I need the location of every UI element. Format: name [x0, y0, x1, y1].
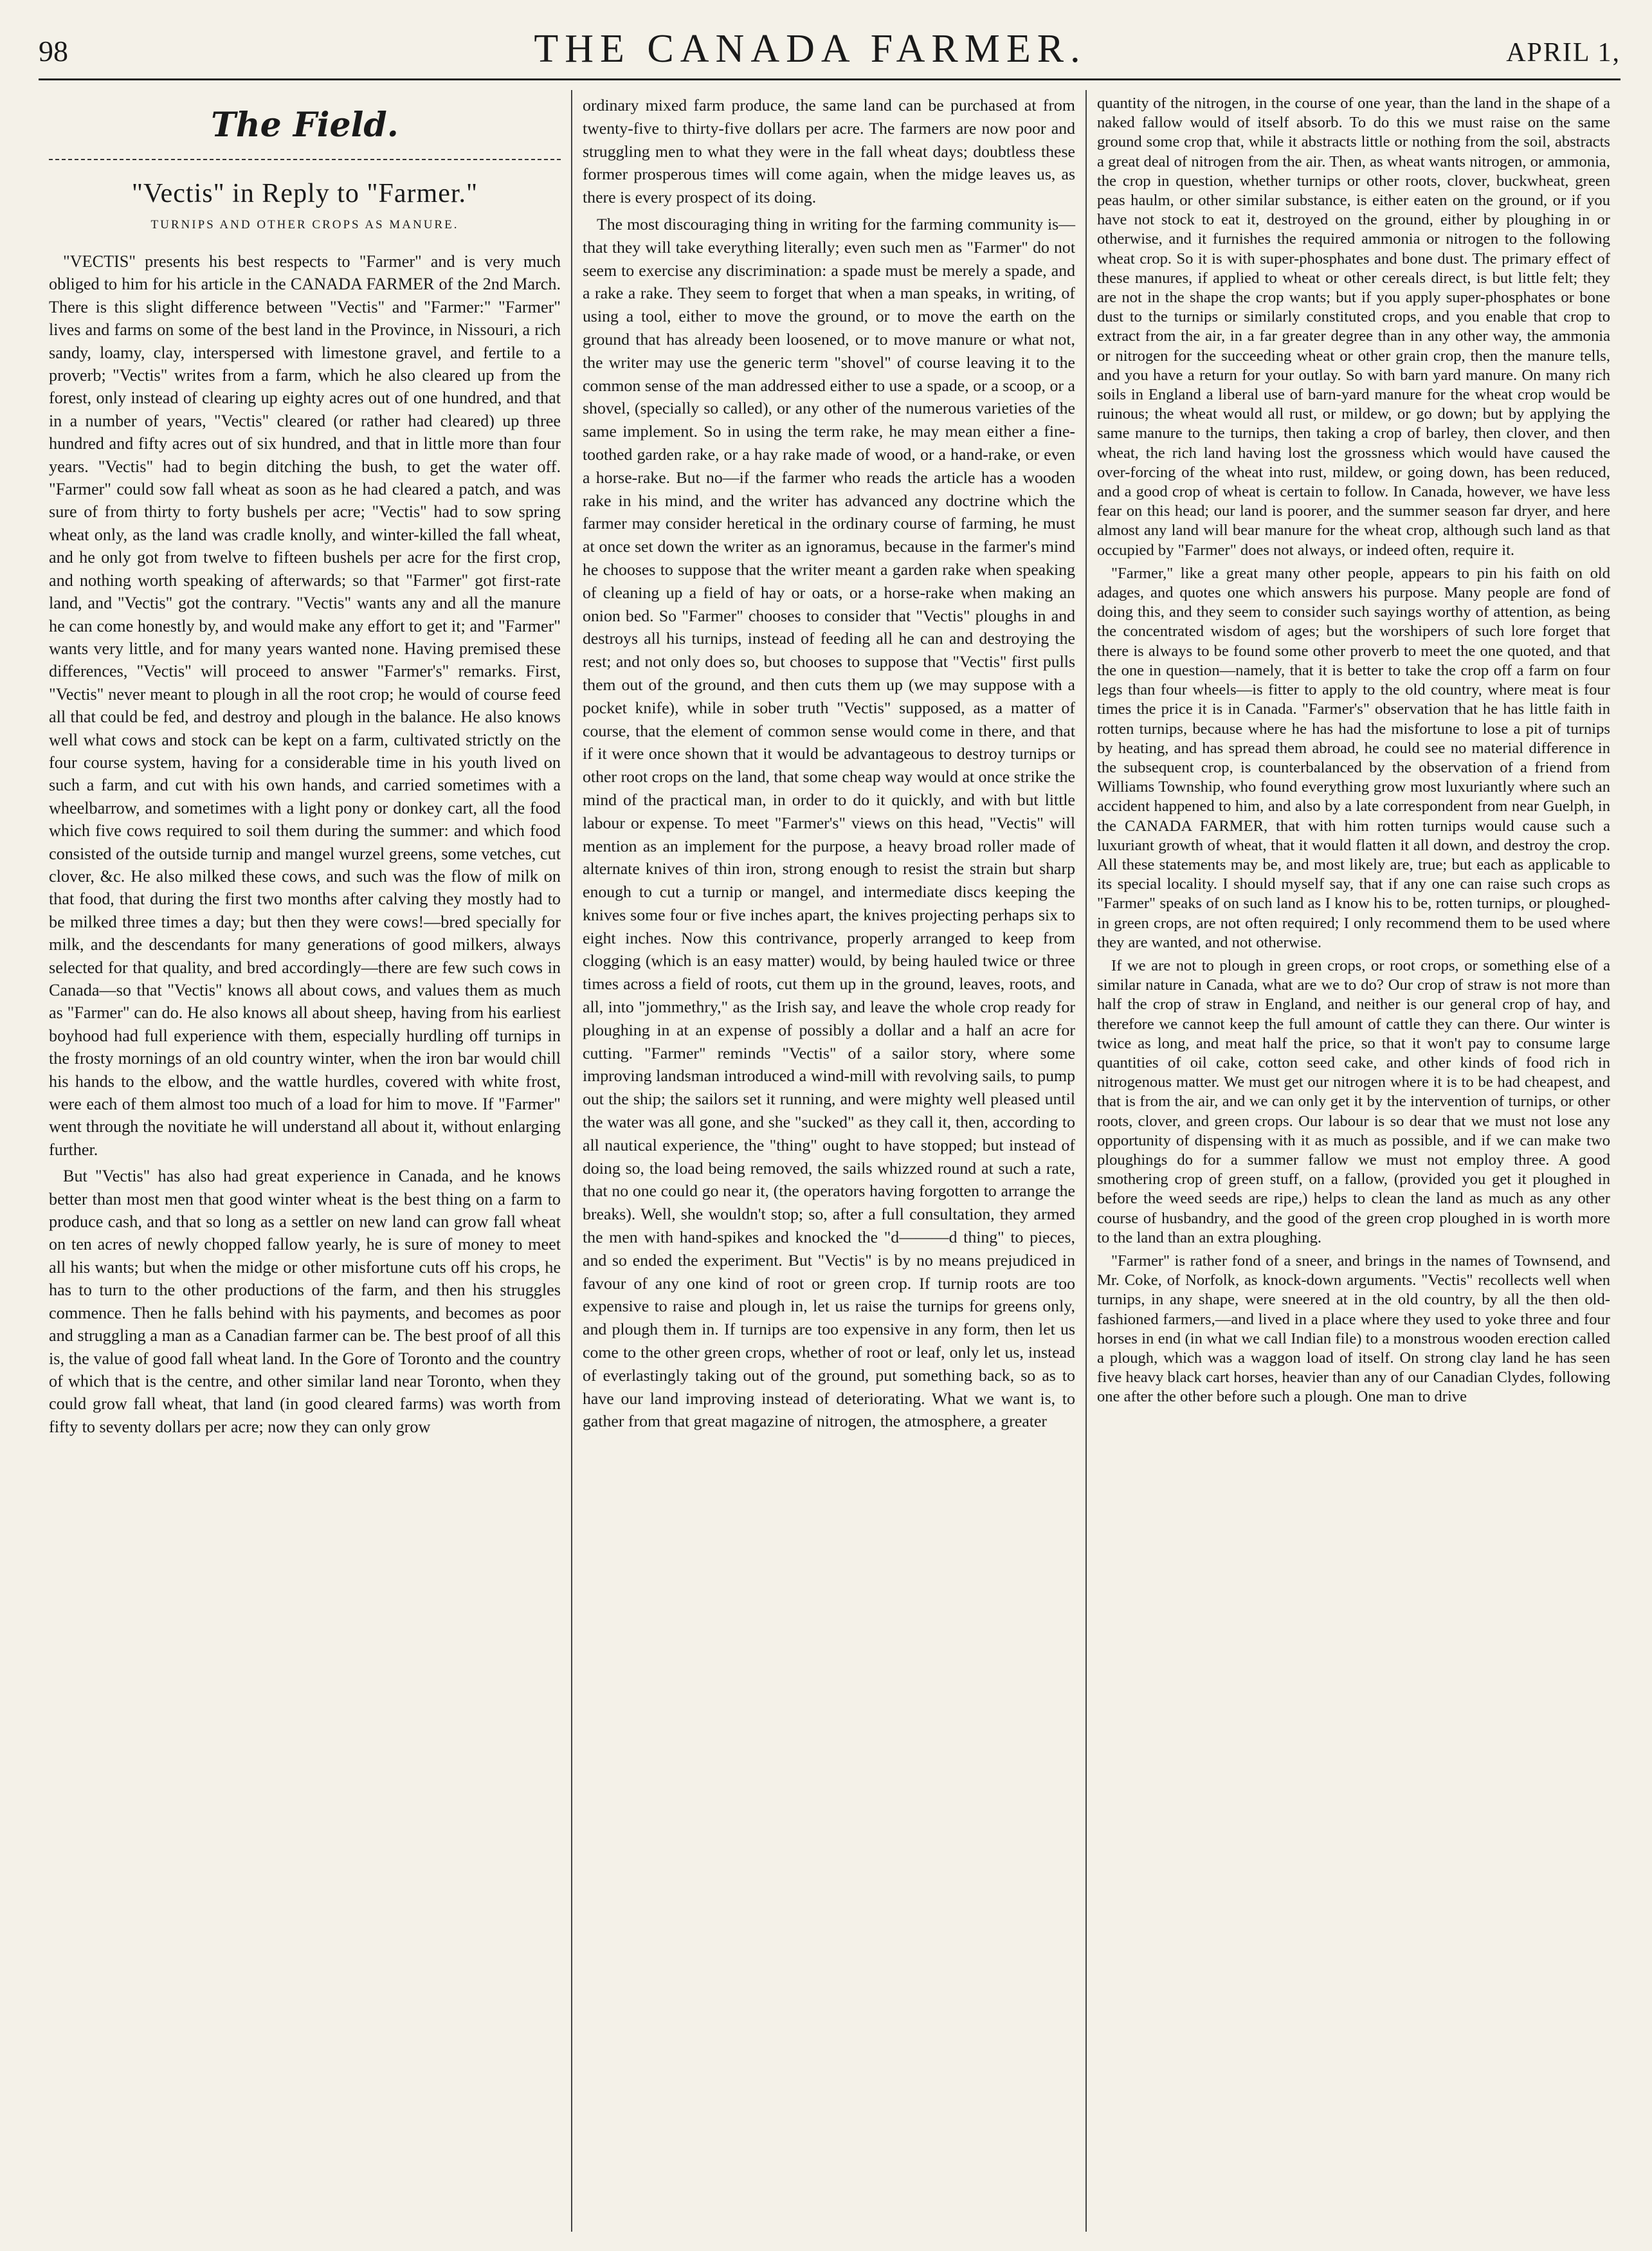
- newspaper-title: THE CANADA FARMER.: [534, 27, 1087, 71]
- paragraph: But "Vectis" has also had great experience in Canada, and he knows better than most men that good winter wheat is the best thing on a farm to produce cash, and that so long as a settler on new land can grow fall wheat on ten acres of newly chopped fallow yearly, he is sure of money to meet all his wants; but when the midge or other misfortune cuts off his crops, he has to turn to the other productions of the farm, and then his struggles commence. Then he falls behind with his payments, and becomes as poor and struggling a man as a Canadian farmer can be. The best proof of all this is, the value of good fall wheat land. In the Gore of Toronto and the country of which that is the centre, and other similar land near Toronto, when they could grow fall wheat, that land (in good cleared farms) was worth from fifty to seventy dollars per acre; now they can only grow: [49, 1167, 561, 1436]
- paragraph: "VECTIS" presents his best respects to "Farmer" and is very much obliged to him for his article in the CANADA FARMER of the 2nd March. There is this slight difference between "Vectis" and "Farmer:" "Farmer" lives and farms on some of the best land in the Province, in Nissouri, a rich sandy, loamy, clay, interspersed with limestone gravel, and fertile to a proverb; "Vectis" writes from a farm, which he also cleared up from the forest, only instead of clearing up eighty acres out of one hundred, and that in a number of years, "Vectis" cleared (or rather had cleared) up three hundred and fifty acres out of six hundred, and that in little more than four years. "Vectis" had to begin ditching the bush, to get the water off. "Farmer" could sow fall wheat as soon as he had cleared a patch, and was sure of from thirty to forty bushels per acre; "Vectis" had to sow spring wheat only, as the land was cradle knolly, and winter-killed the fall wheat, and he only got from twelve to fifteen bushels per acre for the first crop, and nothing worth speaking of afterwards; so that "Farmer" got first-rate land, and "Vectis" got the contrary. "Vectis" wants any and all the manure he can come honestly by, and would make any effort to get it; and "Farmer" wants very little, and for many years wanted none. Having premised these differences, "Vectis" will proceed to answer "Farmer's" remarks. First, "Vectis" never meant to plough in all the root crop; he would of course feed all that could be fed, and destroy and plough in the balance. He also knows well what cows and stock can be kept on a farm, cultivated strictly on the four course system, having for a considerable time in his youth lived on such a farm, and cut with his own hands, and carried sometimes with a wheelbarrow, and sometimes with a light pony or donkey cart, all the food which five cows required to soil them during the summer: and which food consisted of the outside turnip and mangel wurzel greens, some vetches, cut clover, &c. He also milked these cows, and such was the flow of milk on that food, that during the first two months after calving they mostly had to be milked three times a day; but then they were cows!—bred specially for milk, and the descendants for many generations of good milkers, always selected for that quality, and bred accordingly—there are few such cows in Canada—so that "Vectis" knows all about cows, and values them as much as "Farmer" can do. He also knows all about sheep, having from his earliest boyhood had full experience with them, especially hurdling off turnips in the frosty mornings of an old country winter, when the iron bar would chill his hands to the elbow, and the wattle hurdles, covered with white frost, were each of them almost too much of a load for him to move. If "Farmer" went through the novitiate he will understand all about it, without enlarging further.: [49, 252, 561, 1159]
- paragraph: The most discouraging thing in writing for the farming community is—that they will take everything literally; even such men as "Farmer" do not seem to exercise any discrimination: a spade must be merely a spade, and a rake a rake. They seem to forget that when a man speaks, in writing, of using a tool, either to move the ground, or to move the earth on the ground that has already been loosened, or to move manure or what not, the writer may use the generic term "shovel" of course leaving it to the common sense of the man addressed either to use a spade, or a scoop, or a shovel, (specially so called), or any other of the numerous varieties of the same implement. So in using the term rake, he may mean either a fine-toothed garden rake, or a hay rake made of wood, or a hand-rake, or even a horse-rake. But no—if the farmer who reads the article has a wooden rake in his mind, and the writer has advanced any doctrine which the farmer may consider heretical in the ordinary course of farming, he must at once set down the writer as an ignoramus, because in the farmer's mind he chooses to suppose that the writer meant a garden rake when speaking of cleaning up a field of hay or oats, or a horse-rake when making an onion bed. So "Farmer" chooses to consider that "Vectis" ploughs in and destroys all his turnips, instead of feeding all he can and destroying the rest; and not only does so, but chooses to suppose that "Vectis" first pulls them out of the ground, and then cuts them up (we may suppose with a pocket knife), while in sober truth "Vectis" supposed, as a matter of course, that the element of common sense would come in there, and that if it were once shown that it would be advantageous to destroy turnips or other root crops on the land, that some cheap way would at once strike the mind of the practical man, in order to do it quickly, and with but little labour or expense. To meet "Farmer's" views on this head, "Vectis" will mention as an implement for the purpose, a heavy broad roller made of alternate knives of thin iron, strong enough to resist the strain but sharp enough to cut a turnip or mangel, and intermediate discs keeping the knives some four or five inches apart, the knives projecting perhaps six to eight inches. Now this contrivance, properly arranged to keep from clogging (which is an easy matter) would, by being hauled twice or three times across a field of roots, cut them up in the ground, leaves, roots, and all, into "jommethry," as the Irish say, and leave the whole crop ready for ploughing in at an expense of possibly a dollar and a half an acre for cutting. "Farmer" reminds "Vectis" of a sailor story, where some improving landsman introduced a wind-mill with revolving sails, to pump out the ship; the sailors set it running, and were mighty well pleased until the water was all gone, and she "sucked" as they call it, then, according to all nautical experience, the "thing" ought to have stopped; but instead of doing so, the load being removed, the sails whizzed round at such a rate, that no one could go near it, (the operators having forgotten to arrange the breaks). Well, she wouldn't stop; so, after a full consultation, they armed the men with hand-spikes and knocked the "d———d thing" to pieces, and so ended the experiment. But "Vectis" is by no means prejudiced in favour of any one kind of root or green crop. If turnip roots are too expensive to raise and plough in, let us raise the turnips for greens only, and plough them in. If turnips are too expensive in any form, then let us come to the other green crops, whether of root or leaf, only let us, instead of everlastingly taking out of the ground, put something back, so as to have our land improving instead of deteriorating. What we want is, to gather from that great magazine of nitrogen, the atmosphere, a greater: [583, 214, 1075, 1431]
- page-number: 98: [39, 35, 68, 68]
- article-title: "Vectis" in Reply to "Farmer.": [131, 179, 478, 208]
- paragraph: "Farmer" is rather fond of a sneer, and brings in the names of Townsend, and Mr. Coke, of Norfolk, as knock-down arguments. "Vectis" recollects well when turnips, in any shape, were sneered at in the old country, by all the then old-fashioned farmers,—and lived in a place where they used to yoke three and four horses in end (in what we call Indian file) to a monstrous wooden erection called a plough, which was a waggon load of itself. On strong clay land he has seen five heavy black cart horses, heavier than any of our Canadian Clydes, following one after the other before such a plough. One man to drive: [1097, 1252, 1610, 1406]
- paragraph: "Farmer," like a great many other people, appears to pin his faith on old adages, and quotes one which answers his purpose. Many people are fond of doing this, and they seem to consider such sayings worthy of attention, as being the concentrated wisdom of ages; but the worshipers of such lore forget that there is always to be found some other proverb to meet the one quoted, and that the one in question—namely, that it is better to take the crop off a farm on four legs than four wheels—is fitter to apply to the old country, where meat is four times the price it is in Canada. "Farmer's" observation that he has little faith in rotten turnips, because where he has had the misfortune to lose a pit of turnips by heating, and has spread them abroad, he could see no material difference in the subsequent crop, is counterbalanced by the observation of a friend from Williams Township, who found everything grow most luxuriantly where such an accident happened to him, and also by a late correspondent from near Guelph, in the CANADA FARMER, that with him rotten turnips would cause such a luxuriant growth of wheat, that it would flatten it all down, and destroy the crop. All these statements may be, and most likely are, true; but each as applicable to its special locality. I should myself say, that if any one can raise such crops as "Farmer" speaks of on such land as I know his to be, rotten turnips, or ploughed-in green crops, are not often required; I only recommend them to be used where they are wanted, and not otherwise.: [1097, 564, 1610, 951]
- paragraph: ordinary mixed farm produce, the same land can be purchased at from twenty-five to thirty-five dollars per acre. The farmers are now poor and struggling men to what they were in the fall wheat days; doubtless these former prosperous times will come again, when the midge leaves us, as there is every prospect of its doing.: [583, 96, 1075, 207]
- paragraph: If we are not to plough in green crops, or root crops, or something else of a similar nature in Canada, what are we to do? Our crop of straw is not more than half the crop of straw in England, and neither is our general crop of hay, and therefore we cannot keep the full amount of cattle they can there. Our winter is twice as long, and meat half the price, so that it won't pay to consume large quantities of oil cake, cotton seed cake, and other kinds of food rich in nitrogenous matter. We must get our nitrogen where it is to be had cheapest, and that is from the air, and we can only get it by the intervention of turnips, or other roots, clover, and green crops. Our labour is so dear that we must not lose any opportunity of dispensing with it as much as possible, and if we can make two ploughings do for a summer fallow we must not employ three. A good smothering crop of green stuff, on a fallow, (provided you get it ploughed in before the weed seeds are ripe,) helps to clean the land as much as any other course of husbandry, and the good of the green crop ploughed in is worth more to the land than an extra ploughing.: [1097, 956, 1610, 1246]
- column-3: [1087, 90, 1620, 2232]
- column-2: [572, 90, 1087, 2232]
- issue-date: APRIL 1,: [1506, 38, 1620, 68]
- column-1: [39, 90, 572, 2232]
- paragraph: quantity of the nitrogen, in the course of one year, than the land in the shape of a naked fallow would of itself absorb. To do this we must raise on the same ground some crop that, while it abstracts little or nothing from the soil, abstracts a great deal of nitrogen from the air. Then, as wheat wants nitrogen, or ammonia, the crop in question, whether turnips or other roots, clover, buckwheat, green peas haulm, or other similar substance, is either eaten on the ground, or if you have not stock to eat it, destroyed on the ground, either by ploughing in or otherwise, and it furnishes the required ammonia or nitrogen to the following wheat crop. So it is with super-phosphates and bone dust. The primary effect of these manures, if applied to wheat or other cereals direct, is but little felt; they are not in the shape the crop wants; but if you apply super-phosphates or bone dust to the turnips or similarly constituted crops, and you enable that crop to extract from the air, in a far greater degree than in any other way, the ammonia or nitrogen for the succeeding wheat or other grain crop, then the manure tells, and you have a return for your outlay. So with barn yard manure. On many rich soils in England a liberal use of barn-yard manure for the wheat crop would be ruinous; the wheat would all rust, or mildew, or go down; but by applying the same manure to the turnips, then taking a crop of barley, then clover, and then wheat, the rich land having lost the grossness which would have caused the over-forcing of the wheat into rust, mildew, or going down, has been reduced, and a good crop of wheat is certain to follow. In Canada, however, we have less fear on this head; our land is poorer, and the summer season far dryer, and here almost any land will bear manure for the wheat crop, although such land as that occupied by "Farmer" does not always, or indeed often, require it.: [1097, 95, 1610, 559]
- section-heading: The Field.: [49, 105, 561, 160]
- article-subtitle: TURNIPS AND OTHER CROPS AS MANURE.: [150, 218, 459, 232]
- masthead: [39, 14, 1620, 80]
- text-columns: [39, 90, 1620, 2232]
